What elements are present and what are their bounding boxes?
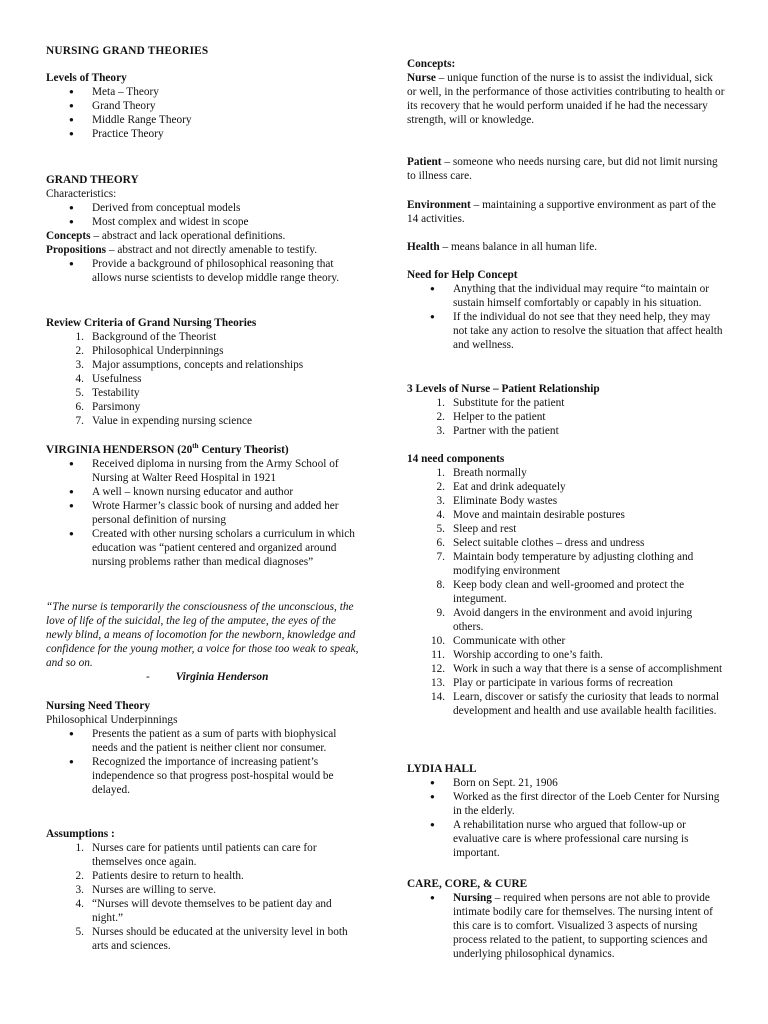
concepts-section bbox=[407, 57, 725, 127]
list-item: 4. Move and maintain desirable postures bbox=[436, 509, 625, 521]
concepts-line bbox=[46, 229, 364, 243]
list-item: 3. Eliminate Body wastes bbox=[436, 495, 558, 507]
list-item: 6. Parsimony bbox=[75, 401, 141, 413]
list-item: 5. Sleep and rest bbox=[436, 523, 517, 535]
list-item: ● Practice Theory bbox=[46, 127, 364, 141]
need-components-list bbox=[407, 466, 725, 718]
review-criteria-heading: Review Criteria of Grand Nursing Theories bbox=[46, 317, 257, 329]
grand-theory-heading: GRAND THEORY bbox=[46, 174, 139, 186]
list-item: 1. Nurses care for patients until patients can care for themselves once again. bbox=[75, 842, 317, 868]
need-components-section bbox=[407, 452, 725, 718]
care-core-cure-section bbox=[407, 877, 725, 961]
list-item: 14. Learn, discover or satisfy the curiosity that leads to normal development and health and use available health facilities. bbox=[431, 691, 720, 717]
need-help-list bbox=[407, 282, 725, 352]
list-item: 6. Select suitable clothes – dress and undress bbox=[436, 537, 645, 549]
list-item: ● Wrote Harmer’s classic book of nursing and added her personal definition of nursing bbox=[46, 499, 364, 527]
need-help-section bbox=[407, 268, 725, 352]
list-item: ● A rehabilitation nurse who argued that follow-up or evaluative care is where professional care nursing is important. bbox=[407, 818, 725, 860]
need-theory-section bbox=[46, 699, 364, 797]
health-definition: Health – means balance in all human life. bbox=[407, 241, 598, 253]
list-item: 7. Value in expending nursing science bbox=[75, 415, 252, 427]
list-item: 1. Substitute for the patient bbox=[436, 397, 565, 409]
list-item: 5. Nurses should be educated at the university level in both arts and sciences. bbox=[75, 926, 348, 952]
list-item: ● Nursing – required when persons are not able to provide intimate bodily care for themselves. The nursing intent of this care is to comfort. Visualized 3 aspects of nursing process related to the patient, to supporting sciences and underlying philosophical dynamics. bbox=[407, 891, 725, 961]
list-item: ● Derived from conceptual models bbox=[46, 201, 364, 215]
list-item: ● Worked as the first director of the Loeb Center for Nursing in the elderly. bbox=[407, 790, 725, 818]
levels-relationship-section bbox=[407, 382, 725, 438]
list-item: 8. Keep body clean and well-groomed and protect the integument. bbox=[436, 579, 685, 605]
list-item: 12. Work in such a way that there is a sense of accomplishment bbox=[431, 663, 723, 675]
characteristics-label: Characteristics: bbox=[46, 188, 117, 200]
list-item: ● Most complex and widest in scope bbox=[46, 215, 364, 229]
list-item: 3. Major assumptions, concepts and relationships bbox=[75, 359, 304, 371]
concepts-term: Concepts bbox=[46, 230, 91, 242]
list-item: 2. Eat and drink adequately bbox=[436, 481, 566, 493]
assumptions-heading: Assumptions : bbox=[46, 828, 115, 840]
list-item: ● Recognized the importance of increasing patient’s independence so that progress post-hospital would be delayed. bbox=[46, 755, 364, 797]
propositions-text: – abstract and not directly amenable to testify. bbox=[106, 244, 318, 256]
propositions-line bbox=[46, 243, 364, 257]
henderson-quote bbox=[46, 600, 364, 684]
propositions-list bbox=[46, 257, 364, 285]
assumptions-list bbox=[46, 841, 364, 953]
review-criteria-section bbox=[46, 316, 364, 428]
list-item: 2. Philosophical Underpinnings bbox=[75, 345, 224, 357]
need-theory-heading: Nursing Need Theory bbox=[46, 700, 150, 712]
quote-text: “The nurse is temporarily the consciousness of the unconscious, the love of life of the suicidal, the leg of the amputee, the eyes of the newly blind, a means of locomotion for the newborn, knowledge and confidence for the young mother, a voice for those too weak to speak, and so on. bbox=[46, 601, 359, 669]
list-item: 13. Play or participate in various forms of recreation bbox=[431, 677, 673, 689]
levels-section bbox=[46, 71, 364, 141]
list-item: 11. Worship according to one’s faith. bbox=[431, 649, 603, 661]
list-item: ● Meta – Theory bbox=[46, 85, 364, 99]
list-item: ● Created with other nursing scholars a curriculum in which education was “patient centered and organized around nursing problems rather than medical diagnoses” bbox=[46, 527, 364, 569]
list-item: ● Middle Range Theory bbox=[46, 113, 364, 127]
review-criteria-list bbox=[46, 330, 364, 428]
need-help-heading: Need for Help Concept bbox=[407, 269, 518, 281]
list-item: 1. Background of the Theorist bbox=[75, 331, 217, 343]
list-item: ● Anything that the individual may require “to maintain or sustain himself comfortably or capably in his situation. bbox=[407, 282, 725, 310]
need-components-heading: 14 need components bbox=[407, 453, 505, 465]
need-theory-list bbox=[46, 727, 364, 797]
list-item: 7. Maintain body temperature by adjusting clothing and modifying environment bbox=[436, 551, 694, 577]
henderson-heading: VIRGINIA HENDERSON (20th Century Theorist) bbox=[46, 442, 289, 456]
list-item: ● Provide a background of philosophical reasoning that allows nurse scientists to develop middle range theory. bbox=[46, 257, 364, 285]
list-item: ● Received diploma in nursing from the Army School of Nursing at Walter Reed Hospital in 1921 bbox=[46, 457, 364, 485]
lydia-hall-heading: LYDIA HALL bbox=[407, 763, 477, 775]
list-item: 4. “Nurses will devote themselves to be patient day and night.” bbox=[75, 898, 332, 924]
quote-author: Virginia Henderson bbox=[175, 671, 269, 683]
henderson-section bbox=[46, 443, 364, 569]
quote-signature: - Virginia Henderson bbox=[146, 671, 269, 683]
list-item: 2. Helper to the patient bbox=[436, 411, 546, 423]
care-core-cure-list bbox=[407, 891, 725, 961]
environment-definition: Environment – maintaining a supportive environment as part of the 14 activities. bbox=[407, 199, 716, 225]
levels-relationship-list bbox=[407, 396, 725, 438]
nurse-definition: Nurse – unique function of the nurse is to assist the individual, sick or well, in the performance of those activities contributing to health or its recovery that he would perform unaided if he had the necessary strength, will or knowledge. bbox=[407, 72, 725, 126]
care-core-cure-heading: CARE, CORE, & CURE bbox=[407, 878, 528, 890]
list-item: ● Born on Sept. 21, 1906 bbox=[407, 776, 725, 790]
levels-list bbox=[46, 85, 364, 141]
lydia-hall-section bbox=[407, 762, 725, 860]
assumptions-section bbox=[46, 827, 364, 953]
list-item: ● Grand Theory bbox=[46, 99, 364, 113]
concepts-heading: Concepts: bbox=[407, 58, 456, 70]
list-item: 10. Communicate with other bbox=[431, 635, 566, 647]
levels-heading: Levels of Theory bbox=[46, 72, 127, 84]
characteristics-list bbox=[46, 201, 364, 229]
list-item: ● Presents the patient as a sum of parts with biophysical needs and the patient is neither client nor consumer. bbox=[46, 727, 364, 755]
patient-definition: Patient – someone who needs nursing care, but did not limit nursing to illness care. bbox=[407, 156, 718, 182]
list-item: 4. Usefulness bbox=[75, 373, 142, 385]
page-title: NURSING GRAND THEORIES bbox=[46, 45, 209, 57]
list-item: 3. Nurses are willing to serve. bbox=[75, 884, 216, 896]
levels-relationship-heading: 3 Levels of Nurse – Patient Relationship bbox=[407, 383, 600, 395]
propositions-term: Propositions bbox=[46, 244, 107, 256]
henderson-list bbox=[46, 457, 364, 569]
list-item: 2. Patients desire to return to health. bbox=[75, 870, 244, 882]
concepts-text: – abstract and lack operational definitions. bbox=[90, 230, 286, 242]
list-item: 9. Avoid dangers in the environment and avoid injuring others. bbox=[436, 607, 693, 633]
list-item: 5. Testability bbox=[75, 387, 140, 399]
list-item: 3. Partner with the patient bbox=[436, 425, 559, 437]
need-theory-sub: Philosophical Underpinnings bbox=[46, 714, 178, 726]
list-item: ● If the individual do not see that they need help, they may not take any action to resolve the situation that affect health and wellness. bbox=[407, 310, 725, 352]
list-item: ● A well – known nursing educator and author bbox=[46, 485, 364, 499]
grand-theory-section bbox=[46, 173, 364, 285]
lydia-hall-list bbox=[407, 776, 725, 860]
list-item: 1. Breath normally bbox=[436, 467, 527, 479]
